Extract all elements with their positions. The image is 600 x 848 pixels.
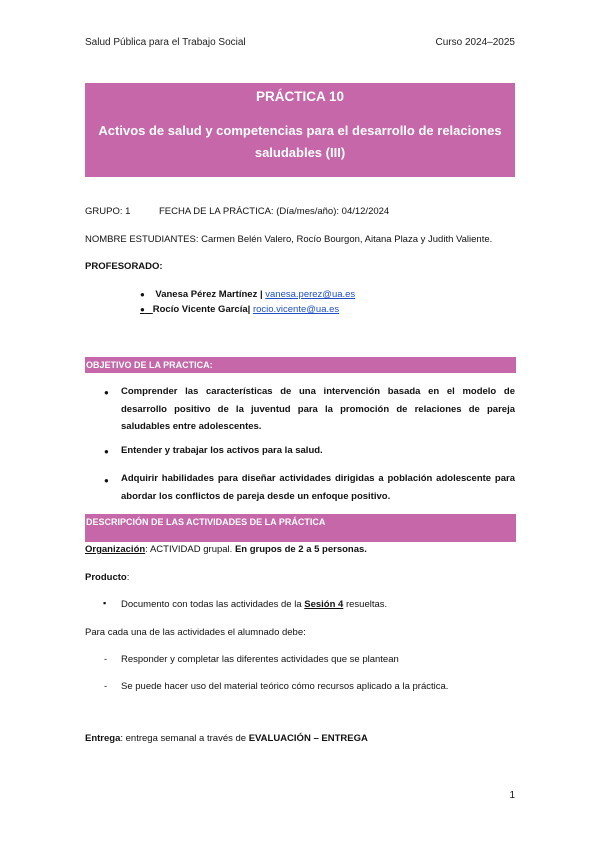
- organization-text: : ACTIVIDAD grupal.: [145, 544, 235, 555]
- instruction-item: Se puede hacer uso del material teórico cómo recursos aplicado a la práctica.: [121, 681, 449, 692]
- teacher-name: Rocío Vicente García|: [152, 304, 251, 315]
- instructions-intro: Para cada una de las actividades el alumnado debe:: [85, 627, 306, 638]
- product-label: Producto: [85, 572, 127, 583]
- students-names: NOMBRE ESTUDIANTES: Carmen Belén Valero, Rocío Bourgon, Aitana Plaza y Judith Valiente.: [85, 234, 493, 245]
- objective-line: saludables entre adolescentes.: [121, 421, 262, 432]
- organization-label: Organización: [85, 544, 146, 555]
- subtitle-line-1: Activos de salud y competencias para el desarrollo de relaciones: [98, 123, 502, 138]
- page-number: 1: [509, 790, 515, 801]
- teachers-label: PROFESORADO:: [85, 261, 163, 272]
- objective-item-2: [121, 442, 515, 460]
- practice-date: FECHA DE LA PRÁCTICA: (Día/mes/año): 04/12/2024: [159, 206, 390, 217]
- title-banner: [85, 83, 515, 177]
- square-bullet-icon: ▪: [103, 598, 107, 608]
- product-item-text: Documento con todas las actividades de la: [121, 599, 305, 610]
- objective-line: Entender y trabajar los activos para la salud.: [121, 445, 323, 456]
- subtitle-line-2: saludables (III): [254, 145, 346, 160]
- product-item-suffix: resueltas.: [343, 599, 388, 610]
- bullet-icon: ●: [104, 388, 109, 397]
- header-academic-year: Curso 2024–2025: [435, 37, 515, 48]
- organization-line: [85, 544, 367, 555]
- objective-item-1: [121, 383, 515, 436]
- header-course-title: Salud Pública para el Trabajo Social: [85, 37, 246, 48]
- delivery-label: Entrega: [85, 733, 121, 744]
- teacher-item: [140, 289, 355, 300]
- bullet-icon: ●: [140, 290, 145, 299]
- objective-item-3: [121, 470, 515, 505]
- bullet-icon: ●: [104, 447, 109, 456]
- dash-bullet-icon: -: [104, 654, 108, 665]
- teacher-name: Vanesa Pérez Martínez |: [155, 289, 263, 300]
- product-item: [121, 599, 387, 610]
- delivery-text: : entrega semanal a través de: [120, 733, 249, 744]
- dash-bullet-icon: -: [104, 681, 108, 692]
- product-colon: :: [126, 572, 130, 583]
- objective-line: Comprender las características de una intervención basada en el modelo de: [121, 386, 515, 397]
- teacher-email-link[interactable]: rocio.vicente@ua.es: [252, 304, 340, 315]
- delivery-line: [85, 733, 368, 744]
- objective-line: Adquirir habilidades para diseñar actividades dirigidas a población adolescente para: [121, 473, 515, 484]
- group-label: GRUPO: 1: [85, 206, 131, 217]
- instruction-item: Responder y completar las diferentes actividades que se plantean: [121, 654, 399, 665]
- objective-heading: OBJETIVO DE LA PRACTICA:: [85, 357, 516, 373]
- teacher-item: [140, 304, 339, 315]
- activities-heading: DESCRIPCIÓN DE LAS ACTIVIDADES DE LA PRÁCTICA: [85, 514, 516, 542]
- practice-number: PRÁCTICA 10: [255, 89, 344, 104]
- bullet-icon: ●: [104, 476, 109, 485]
- product-line: [85, 572, 129, 583]
- organization-group-size: En grupos de 2 a 5 personas.: [234, 544, 367, 555]
- objective-line: abordar los conflictos de pareja desde un enfoque positivo.: [121, 490, 391, 502]
- session-link-text: Sesión 4: [304, 599, 344, 610]
- bullet-icon: ●: [140, 305, 145, 314]
- practice-subtitle: [85, 120, 515, 164]
- objective-line: desarrollo positivo de la juventud para la promoción de relaciones de pareja: [121, 403, 515, 415]
- teacher-email-link[interactable]: vanesa.perez@ua.es: [265, 289, 356, 300]
- delivery-location: EVALUACIÓN – ENTREGA: [248, 733, 368, 744]
